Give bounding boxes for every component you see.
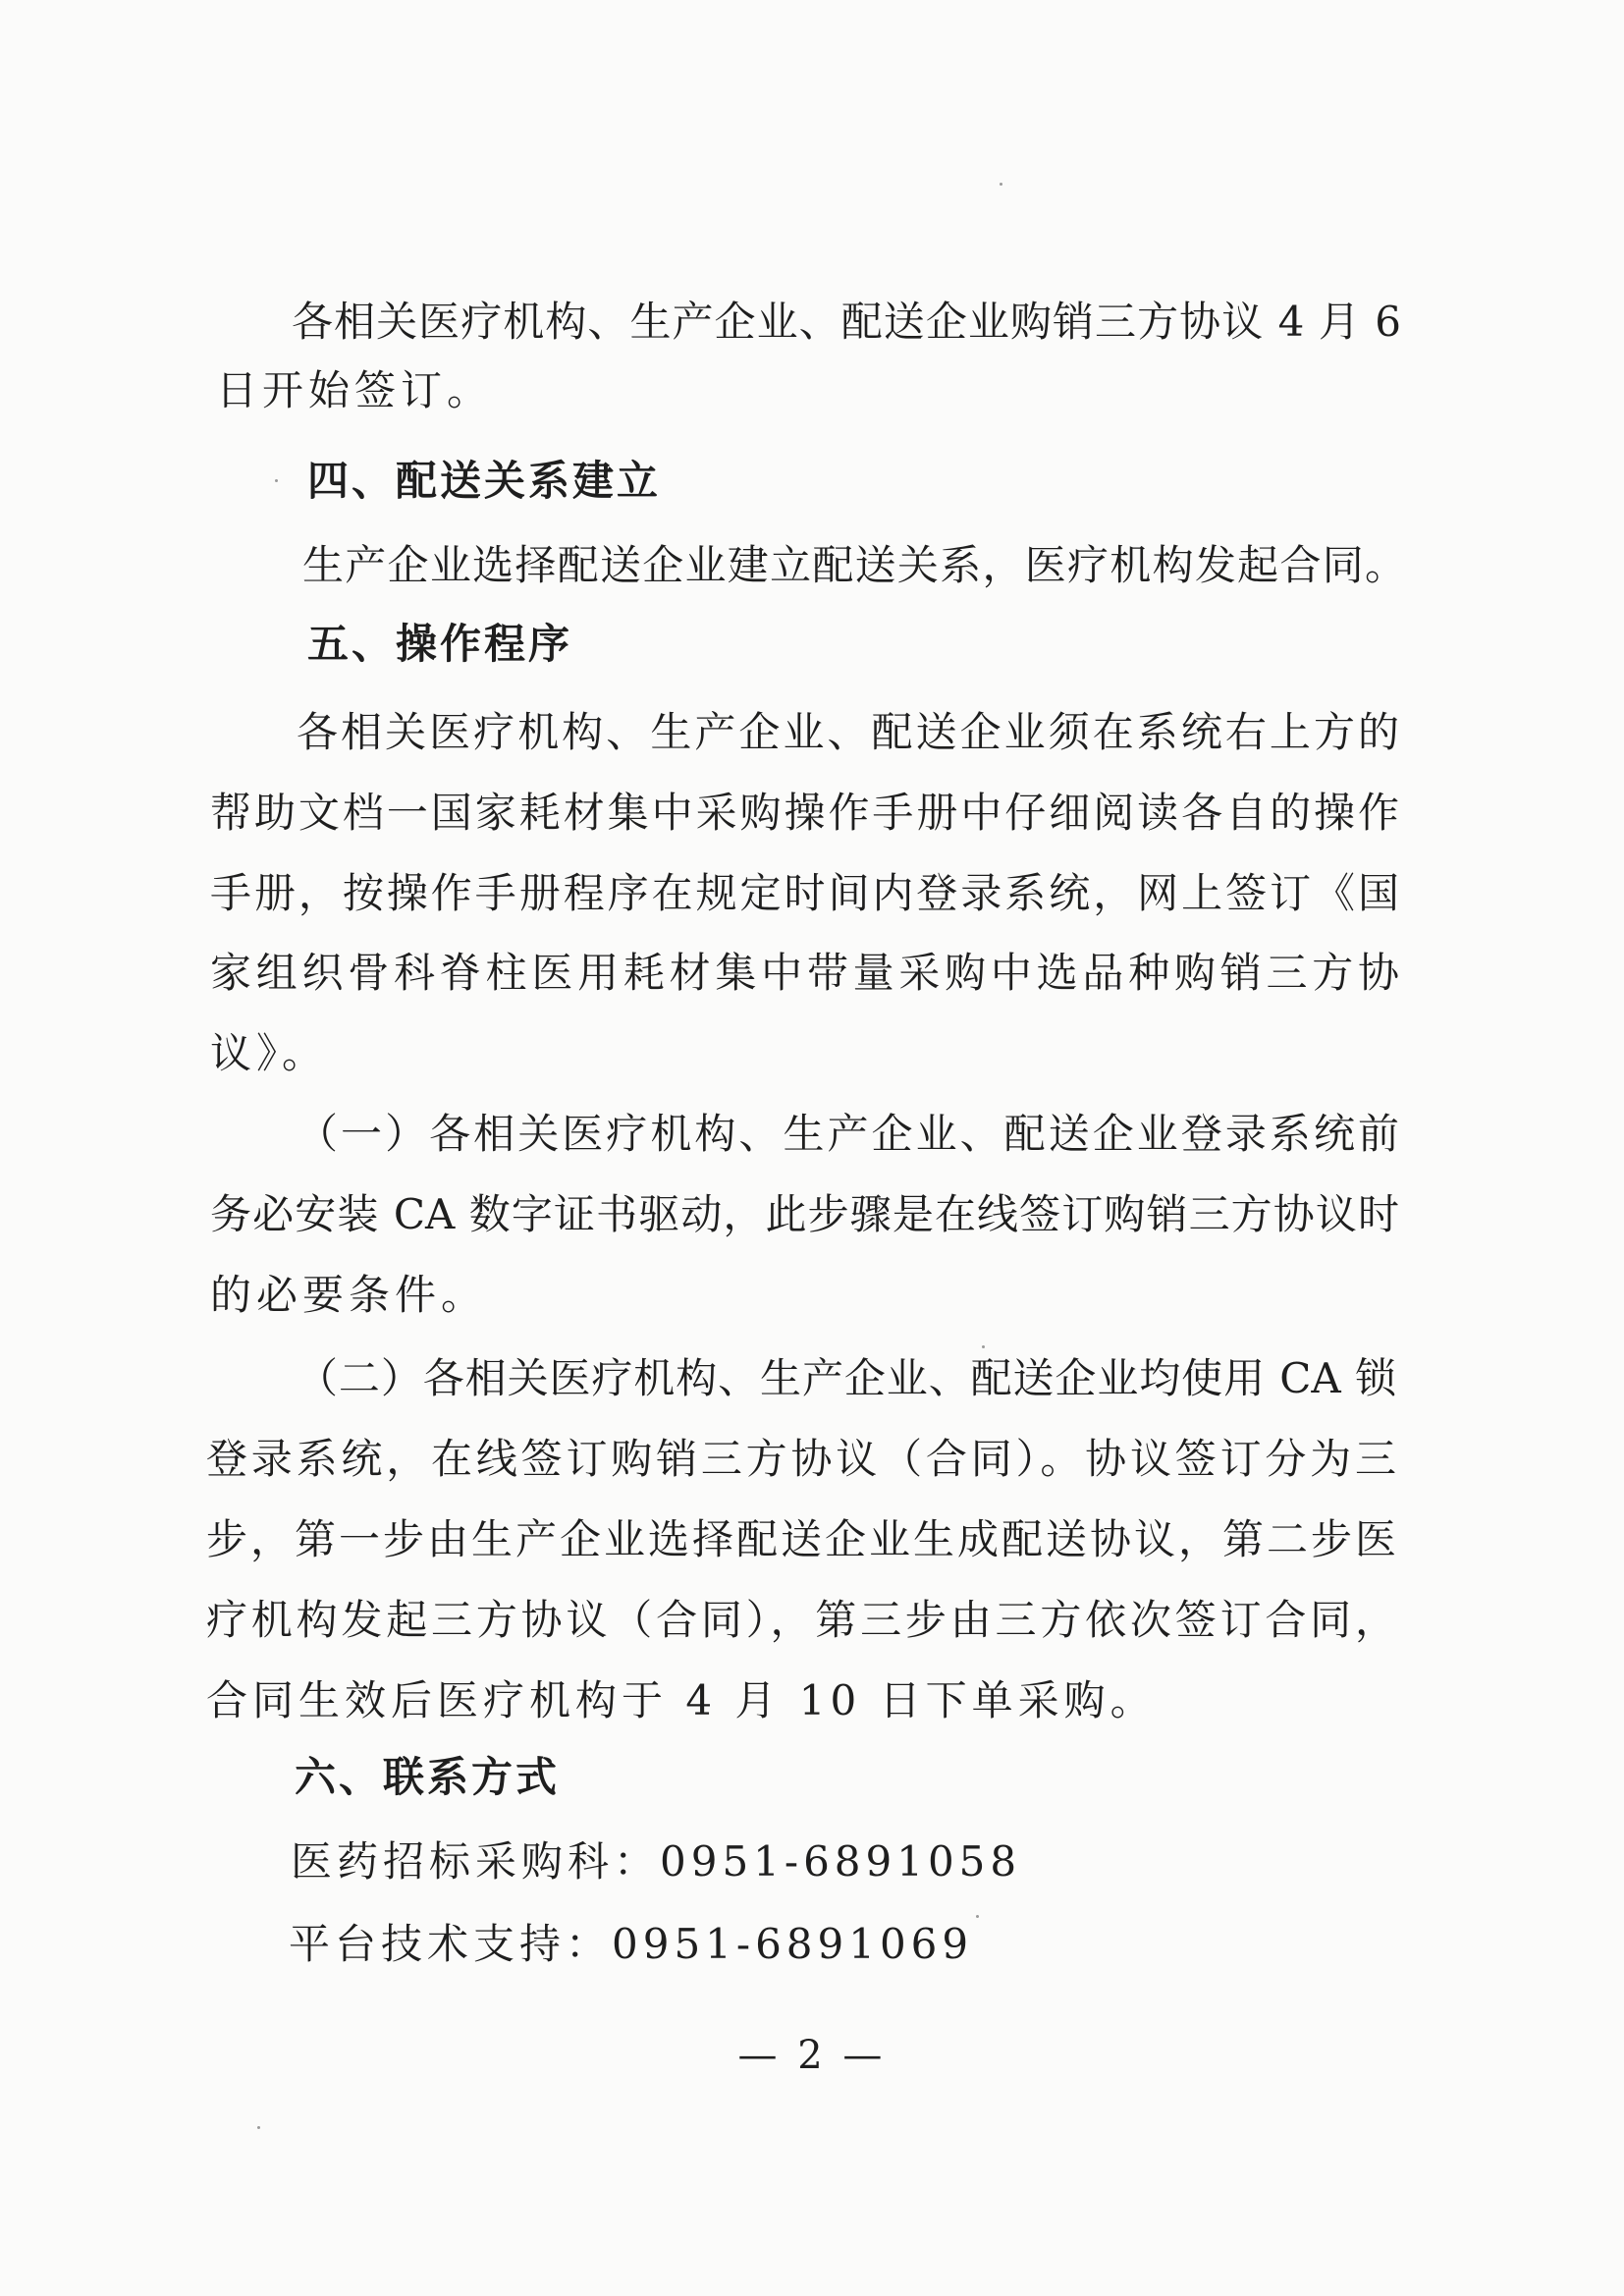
contact-line: 医药招标采购科：0951-6891058 [291,1837,1022,1886]
section-heading: 六、联系方式 [295,1753,561,1801]
section-heading: 四、配送关系建立 [307,457,662,505]
paragraph-line: 合同生效后医疗机构于 4 月 10 日下单采购。 [206,1676,1157,1724]
paragraph-line: 帮助文档一国家耗材集中采购操作手册中仔细阅读各自的操作 [210,789,1399,837]
paragraph-line: 疗机构发起三方协议（合同），第三步由三方依次签订合同， [206,1596,1396,1644]
scan-speck [976,1915,979,1918]
paragraph-line: 的必要条件。 [210,1271,488,1319]
scan-speck [275,479,278,482]
paragraph-line: （一）各相关医疗机构、生产企业、配送企业登录系统前 [297,1110,1399,1158]
scan-speck [257,2126,260,2129]
paragraph-line: 务必安装 CA 数字证书驱动，此步骤是在线签订购销三方协议时 [210,1190,1399,1238]
paragraph-line: 日开始签订。 [216,366,494,414]
paragraph-line: 步，第一步由生产企业选择配送企业生成配送协议，第二步医 [206,1515,1396,1563]
page-number: — 2 — [737,2033,887,2078]
section-heading: 五、操作程序 [307,620,573,668]
paragraph-line: 各相关医疗机构、生产企业、配送企业须在系统右上方的 [297,708,1399,756]
paragraph-line: （二）各相关医疗机构、生产企业、配送企业均使用 CA 锁 [297,1354,1396,1402]
scan-speck [982,1345,985,1348]
paragraph-line: 各相关医疗机构、生产企业、配送企业购销三方协议 4 月 6 [292,298,1401,346]
paragraph-line: 登录系统，在线签订购销三方协议（合同）。协议签订分为三 [206,1435,1396,1483]
paragraph-line: 家组织骨科脊柱医用耗材集中带量采购中选品种购销三方协 [210,949,1399,997]
paragraph-line: 议》。 [210,1029,329,1077]
contact-line: 平台技术支持：0951-6891069 [289,1920,974,1968]
scan-speck [1000,183,1002,186]
paragraph-line: 手册，按操作手册程序在规定时间内登录系统，网上签订《国 [210,869,1399,917]
paragraph-line: 生产企业选择配送企业建立配送关系，医疗机构发起合同。 [302,541,1406,589]
